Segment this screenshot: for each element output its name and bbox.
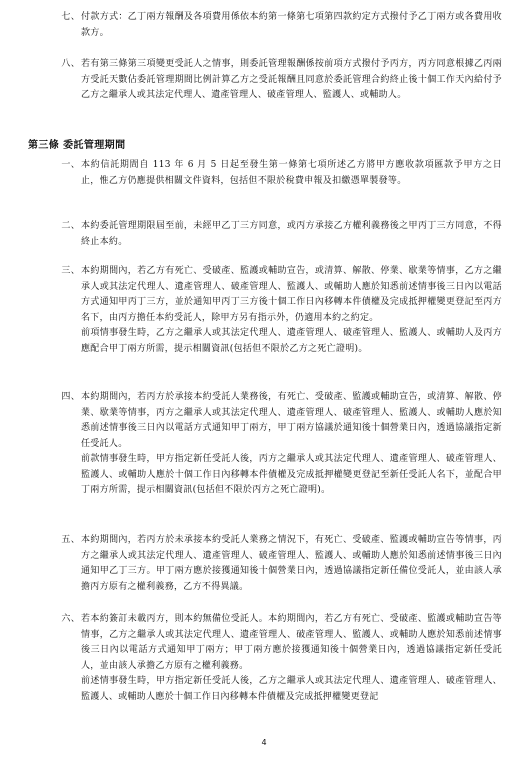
clause-2-item-7 — [42, 10, 502, 41]
item-text: 若本約簽訂未載丙方，則本約無備位受託人。本約期間內，若乙方有死亡、受破產、監護或輔助宣告等情事，乙方之繼承人或其法定代理人、遺產管理人、破產管理人、監護人、或輔助人應於知悉前述情事後三日內以電話方式通知甲丁兩方；甲丁兩方應於接獲通知後十個營業日內，透過協議指定新任受託人，並由該人承擔乙方原有之權利義務。 — [81, 614, 502, 671]
item-text: 本約委託管理期限屆至前，未經甲乙丁三方同意，或丙方承接乙方權利義務後之甲丙丁三方同意，不得終止本約。 — [81, 221, 502, 247]
item-number: 五、 — [61, 535, 80, 545]
item-number: 七、 — [61, 12, 80, 22]
item-text: 前款情事發生時，甲方指定新任受託人後，丙方之繼承人或其法定代理人、遺產管理人、破產管理人、監護人、或輔助人應於十個工作日內移轉本件債權及完成抵押權變更登記至新任受託人名下，並配合甲丁兩方所需，提示相關資訊(包括但不限於丙方之死亡證明)。 — [81, 454, 502, 495]
item-text: 前述情事發生時，甲方指定新任受託人後，乙方之繼承人或其法定代理人、遺產管理人、破產管理人、監護人、或輔助人應於十個工作日內移轉本件債權及完成抵押權變更登記 — [81, 676, 502, 702]
item-number: 四、 — [61, 392, 80, 402]
item-number: 二、 — [61, 221, 80, 231]
clause-2-item-8 — [42, 57, 502, 104]
clause-3-item-2 — [42, 219, 502, 250]
clause-3-item-4 — [42, 390, 502, 499]
item-number: 一、 — [61, 160, 80, 170]
item-text: 本約期間內，若乙方有死亡、受破產、監護或輔助宣告，或清算、解散、停業、歇業等情事，乙方之繼承人或其法定代理人、遺產管理人、破產管理人、監護人、或輔助人應於知悉前述情事後三日內以電話方式通知甲丙丁三方，並於通知甲丙丁三方後十個工作日內移轉本件債權及完成抵押權變更登記至丙方名下，由丙方擔任本約受託人，除甲方另有指示外，仍適用本約之約定。 — [81, 266, 502, 323]
item-text: 付款方式：乙丁兩方報酬及各項費用係依本約第一條第七項第四款約定方式撥付予乙丁兩方或各費用收款方。 — [81, 12, 502, 38]
clause-3-item-5 — [42, 533, 502, 595]
item-number: 六、 — [61, 614, 80, 624]
item-number: 八、 — [61, 59, 80, 69]
clause-3-item-6 — [42, 612, 502, 705]
page-number: 4 — [261, 738, 267, 747]
clause-3-item-3 — [42, 264, 502, 357]
item-number: 三、 — [61, 266, 80, 276]
item-text: 本約期間內，若丙方於承接本約受託人業務後，有死亡、受破產、監護或輔助宣告，或清算、解散、停業、歇業等情事，丙方之繼承人或其法定代理人、遺產管理人、破產管理人、監護人、或輔助人應於知悉前述情事後三日內以電話方式通知甲丁兩方，甲丁兩方協議於通知後十個營業日內，透過協議指定新任受託人。 — [81, 392, 502, 449]
item-text: 前項情事發生時，乙方之繼承人或其法定代理人、遺產管理人、破產管理人、監護人、或輔助人及丙方應配合甲丁兩方所需，提示相關資訊(包括但不限於乙方之死亡證明)。 — [81, 328, 502, 354]
section-heading: 第三條 委託管理期間 — [28, 140, 126, 151]
clause-3-item-1 — [42, 158, 502, 189]
item-text: 若有第三條第三項變更受託人之情事，則委託管理報酬係按前項方式撥付予丙方，丙方同意根據乙丙兩方受託天數佔委託管理期間比例計算乙方之受託報酬且同意於委託管理合約終止後十個工作天內給付予乙方之繼承人或其法定代理人、遺產管理人、破產管理人、監護人、或輔助人。 — [81, 59, 502, 100]
item-text: 本約期間內，若丙方於未承接本約受託人業務之情況下，有死亡、受破產、監護或輔助宣告等情事，丙方之繼承人或其法定代理人、遺產管理人、破產管理人、監護人、或輔助人應於知悉前述情事後三日內通知甲乙丁三方。甲丁兩方應於接獲通知後十個營業日內，透過協議指定新任備位受託人，並由該人承擔丙方原有之權利義務，乙方不得異議。 — [81, 535, 502, 592]
item-text: 本約信託期間自 113 年 6 月 5 日起至發生第一條第七項所述乙方將甲方應收款項匯款予甲方之日止，惟乙方仍應提供相關文件資料，包括但不限於稅費申報及扣繳憑單製發等。 — [81, 160, 502, 186]
